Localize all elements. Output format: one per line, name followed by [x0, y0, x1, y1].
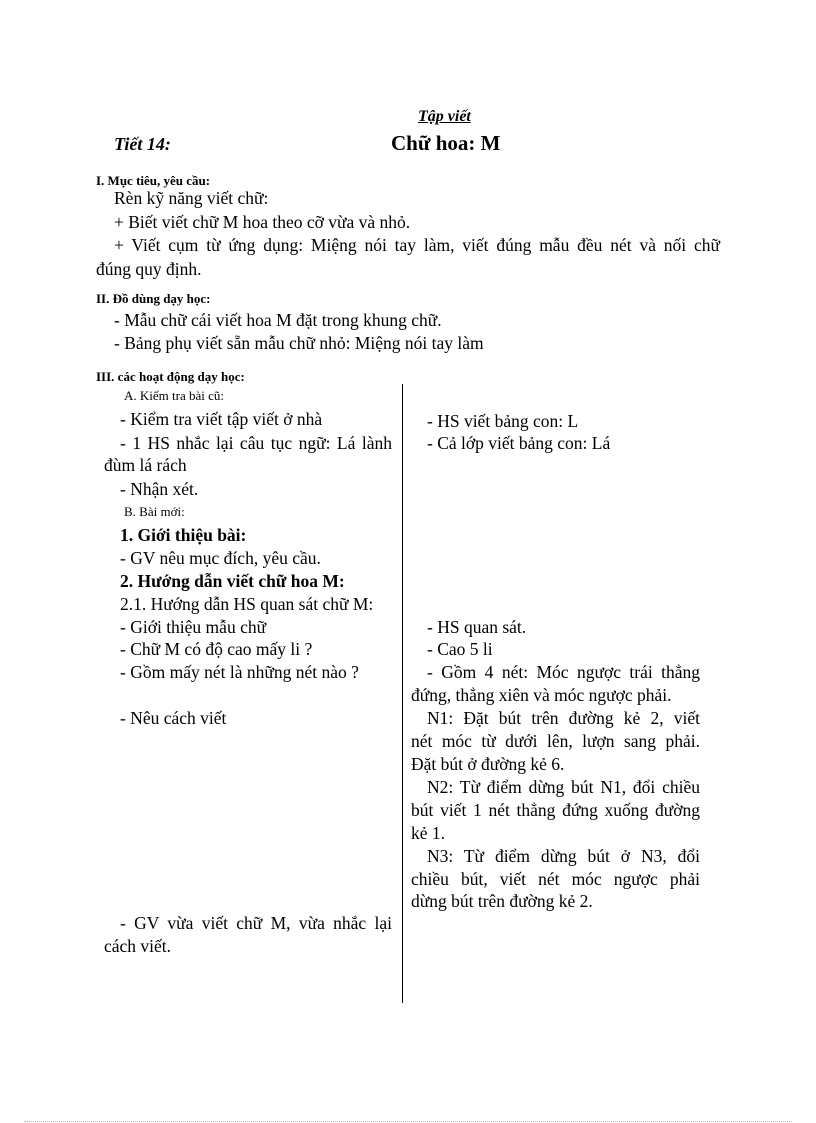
student-activity: - HS quan sát. — [427, 617, 527, 637]
lesson-number: Tiết 14: — [114, 134, 171, 154]
page-bottom-rule — [24, 1121, 792, 1122]
objective-line: + Biết viết chữ M hoa theo cỡ vừa và nhỏ. — [114, 212, 411, 232]
teacher-activity: - GV vừa viết chữ M, vừa nhắc lại — [120, 913, 392, 933]
student-activity: - Cả lớp viết bảng con: Lá — [427, 433, 611, 453]
teacher-activity: - Gồm mấy nét là những nét nào ? — [120, 662, 359, 682]
subject-heading: Tập viết — [418, 108, 471, 125]
student-activity: dừng bút trên đường kẻ 2. — [411, 891, 593, 911]
section-heading-objectives: I. Mục tiêu, yêu cầu: — [96, 173, 211, 188]
student-activity: N2: Từ điểm dừng bút N1, đổi chiều — [427, 777, 700, 797]
teacher-activity: - 1 HS nhắc lại câu tục ngữ: Lá lành — [120, 433, 392, 453]
section-heading-activities: III. các hoạt động dạy học: — [96, 369, 245, 384]
student-activity: - Cao 5 li — [427, 639, 493, 659]
student-activity: chiều bút, viết nét móc ngược phải — [411, 869, 700, 889]
teacher-activity: cách viết. — [104, 936, 172, 956]
teacher-activity: - Kiểm tra viết tập viết ở nhà — [120, 409, 323, 429]
student-activity: N3: Từ điểm dừng bút ở N3, đổi — [427, 846, 700, 866]
material-line: - Bảng phụ viết sẵn mẫu chữ nhỏ: Miệng nói tay làm — [114, 333, 484, 353]
student-activity: bút viết 1 nét thẳng đứng xuống đường — [411, 800, 700, 820]
student-activity: N1: Đặt bút trên đường kẻ 2, viết — [427, 708, 700, 728]
student-activity: - HS viết bảng con: L — [427, 411, 579, 431]
column-divider — [402, 384, 403, 1003]
teacher-activity: - Giới thiệu mẫu chữ — [120, 617, 267, 637]
teacher-activity: - Nhận xét. — [120, 479, 199, 499]
teacher-activity: 2.1. Hướng dẫn HS quan sát chữ M: — [120, 594, 374, 614]
page-title: Chữ hoa: M — [391, 131, 501, 155]
teacher-activity: đùm lá rách — [104, 455, 187, 475]
teacher-activity-heading: 1. Giới thiệu bài: — [120, 525, 247, 545]
objective-line: + Viết cụm từ ứng dụng: Miệng nói tay làm, viết đúng mẫu đều nét và nối chữ — [114, 235, 720, 255]
student-activity: - Gồm 4 nét: Móc ngược trái thẳng — [427, 662, 700, 682]
student-activity: đứng, thẳng xiên và móc ngược phải. — [411, 685, 672, 705]
student-activity: nét móc từ dưới lên, lượn sang phải. — [411, 731, 700, 751]
student-activity: Đặt bút ở đường kẻ 6. — [411, 754, 565, 774]
objective-line: đúng quy định. — [96, 259, 202, 279]
teacher-activity: - GV nêu mục đích, yêu cầu. — [120, 548, 321, 568]
subsection-heading: A. Kiểm tra bài cũ: — [124, 388, 224, 403]
subsection-heading: B. Bài mới: — [124, 504, 185, 519]
teacher-activity-heading: 2. Hướng dẫn viết chữ hoa M: — [120, 571, 345, 591]
teacher-activity: - Chữ M có độ cao mấy li ? — [120, 639, 313, 659]
material-line: - Mẫu chữ cái viết hoa M đặt trong khung chữ. — [114, 310, 442, 330]
teacher-activity: - Nêu cách viết — [120, 708, 227, 728]
student-activity: kẻ 1. — [411, 823, 446, 843]
objective-line: Rèn kỹ năng viết chữ: — [114, 188, 269, 208]
section-heading-materials: II. Đồ dùng dạy học: — [96, 291, 211, 306]
